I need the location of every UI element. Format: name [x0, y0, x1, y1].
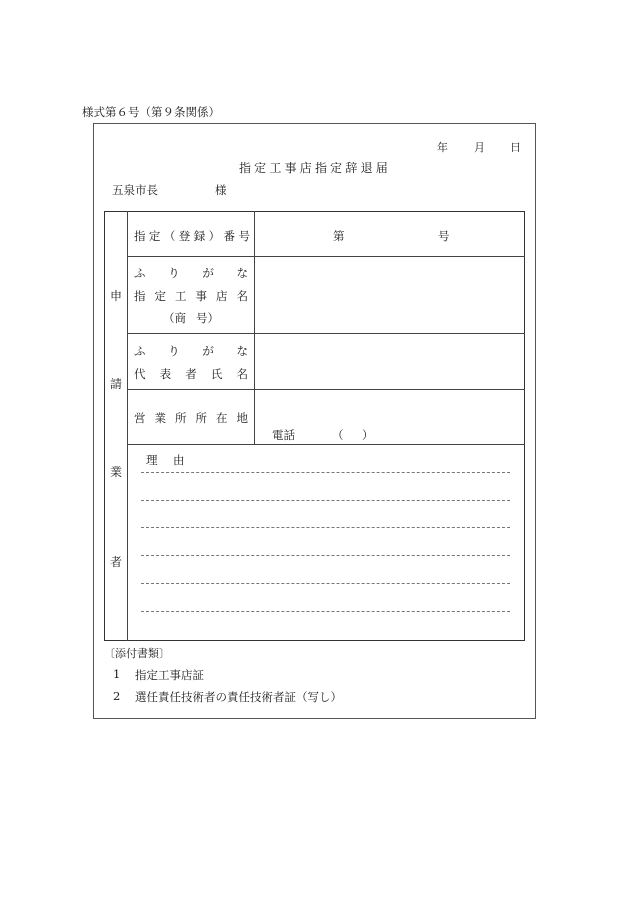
furigana-label: ふ り が な — [134, 344, 248, 358]
attachment-item: 選任責任技術者の責任技術者証（写し） — [135, 690, 342, 704]
registration-label: 指 定 （ 登 録 ） 番 号 — [134, 229, 250, 243]
attachments-heading: 〔添付書類〕 — [104, 647, 170, 660]
side-label-char: 請 — [109, 377, 122, 391]
attachment-number: 1 — [113, 667, 121, 681]
table-divider — [127, 444, 525, 445]
date-day: 日 — [510, 141, 521, 154]
side-label-char: 業 — [109, 465, 122, 479]
store-name-label: 指 定 工 事 店 名 — [134, 289, 248, 303]
registration-go: 号 — [438, 229, 450, 243]
reason-line — [141, 583, 510, 584]
table-divider — [127, 256, 525, 257]
table-divider — [127, 333, 525, 334]
honorific: 様 — [215, 183, 227, 197]
table-divider — [127, 389, 525, 390]
side-label-char: 者 — [109, 555, 122, 569]
trade-name-label: （商 号） — [163, 311, 219, 325]
date-year: 年 — [437, 141, 448, 154]
reason-line — [141, 500, 510, 501]
table-divider — [127, 211, 128, 641]
reason-line — [141, 555, 510, 556]
office-location-label: 営 業 所 所 在 地 — [134, 411, 248, 425]
phone-label: 電話 — [272, 428, 295, 442]
reason-line — [141, 611, 510, 612]
representative-label: 代 表 者 氏 名 — [134, 367, 248, 381]
attachment-item: 指定工事店証 — [135, 668, 204, 682]
attachment-number: 2 — [113, 689, 121, 703]
document-title: 指定工事店指定辞退届 — [238, 161, 391, 175]
addressee: 五泉市長 — [112, 183, 158, 197]
phone-paren-open: （ — [332, 428, 344, 442]
furigana-label: ふ り が な — [134, 266, 248, 280]
date-month: 月 — [474, 141, 485, 154]
reason-line — [141, 472, 510, 473]
registration-dai: 第 — [333, 229, 345, 243]
side-label-char: 申 — [109, 289, 122, 303]
reason-line — [141, 527, 510, 528]
phone-paren-close: ） — [362, 428, 374, 442]
form-number: 様式第６号（第９条関係） — [82, 105, 220, 119]
reason-label: 理 由 — [146, 453, 187, 467]
table-divider — [254, 211, 255, 444]
